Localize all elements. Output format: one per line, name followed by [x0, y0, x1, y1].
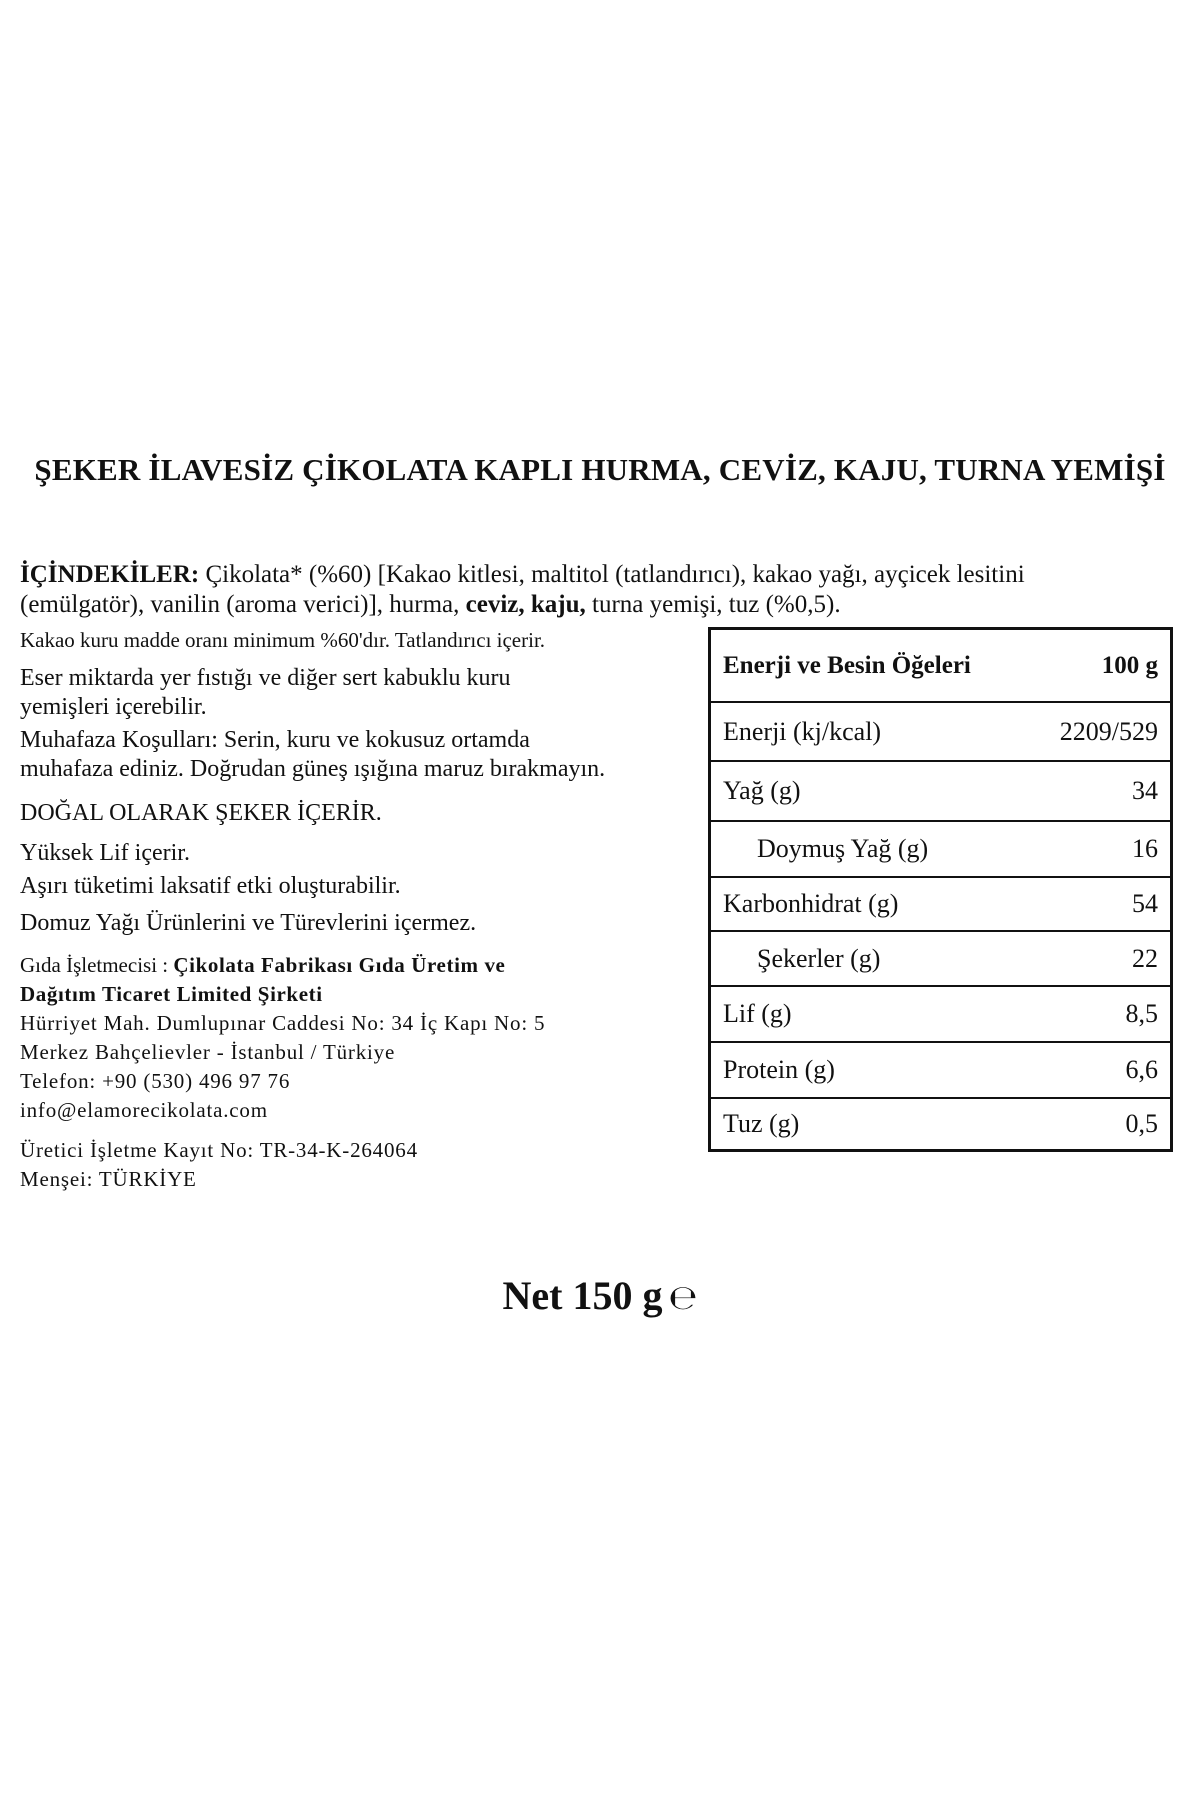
nutrition-label: Tuz (g): [723, 1109, 800, 1138]
natural-sugar-note: DOĞAL OLARAK ŞEKER İÇERİR.: [20, 800, 382, 826]
storage-note-line1: Muhafaza Koşulları: Serin, kuru ve kokusuz ortamda: [20, 727, 530, 753]
pork-note: Domuz Yağı Ürünlerini ve Türevlerini içermez.: [20, 910, 477, 936]
nutrition-header-value: 100 g: [1101, 651, 1158, 679]
nutrition-label: Protein (g): [723, 1055, 835, 1084]
ingredient-ceviz: ceviz,: [465, 591, 525, 618]
company-address-line2: Merkez Bahçelievler - İstanbul / Türkiye: [20, 1040, 396, 1064]
estimated-sign-icon: ℮: [668, 1278, 698, 1318]
company-label: Gıda İşletmecisi :: [20, 953, 174, 977]
nutrition-label: Yağ (g): [723, 776, 801, 805]
company-line2: [20, 982, 323, 1007]
nutrition-table: [708, 627, 1173, 1152]
company-name-part2: Dağıtım Ticaret Limited Şirketi: [20, 982, 323, 1006]
nutrition-label: Enerji (kj/kcal): [723, 716, 882, 746]
nutrition-header-label: Enerji ve Besin Öğeleri: [723, 651, 971, 679]
nutrition-value: 34: [1132, 776, 1158, 805]
nutrition-label: Karbonhidrat (g): [723, 889, 899, 918]
nutrition-row-fiber: [711, 987, 1170, 1043]
product-title: ŞEKER İLAVESİZ ÇİKOLATA KAPLI HURMA, CEVİZ, KAJU, TURNA YEMİŞİ: [34, 452, 1166, 487]
nutrition-label: Lif (g): [723, 999, 792, 1028]
nutrition-value: 6,6: [1125, 1055, 1158, 1084]
nutrition-value: 0,5: [1125, 1109, 1158, 1138]
company-email: info@elamorecikolata.com: [20, 1098, 268, 1122]
nutrition-row-sugars: [711, 932, 1170, 987]
ingredients-label: İÇİNDEKİLER:: [20, 561, 200, 588]
ingredient-kaju: kaju,: [530, 591, 586, 618]
company-name-part1: Çikolata Fabrikası Gıda Üretim ve: [173, 953, 506, 977]
ingredients-text-end: turna yemişi, tuz (%0,5).: [585, 591, 841, 618]
allergen-note-line2: yemişleri içerebilir.: [20, 694, 207, 720]
nutrition-row-saturated-fat: [711, 822, 1170, 878]
origin: Menşei: TÜRKİYE: [20, 1167, 197, 1191]
company-address-line1: Hürriyet Mah. Dumlupınar Caddesi No: 34 İç Kapı No: 5: [20, 1011, 546, 1035]
company-phone: Telefon: +90 (530) 496 97 76: [20, 1069, 291, 1093]
allergen-note-line1: Eser miktarda yer fıstığı ve diğer sert kabuklu kuru: [20, 665, 511, 691]
laxative-note: Aşırı tüketimi laksatif etki oluşturabilir.: [20, 873, 401, 899]
net-weight: [0, 1272, 1200, 1319]
company-line1: [20, 953, 505, 978]
nutrition-value: 54: [1132, 889, 1158, 918]
nutrition-value: 16: [1132, 834, 1158, 863]
nutrition-value: 8,5: [1125, 999, 1158, 1028]
nutrition-row-carbohydrate: [711, 878, 1170, 932]
nutrition-header-row: [711, 630, 1170, 703]
nutrition-value: 22: [1132, 943, 1158, 973]
registration-number: Üretici İşletme Kayıt No: TR-34-K-264064: [20, 1138, 418, 1162]
nutrition-row-fat: [711, 762, 1170, 822]
nutrition-value: 2209/529: [1059, 716, 1158, 746]
nutrition-label: Doymuş Yağ (g): [757, 834, 929, 863]
nutrition-label: Şekerler (g): [757, 943, 881, 973]
net-weight-text: Net 150 g: [502, 1273, 663, 1318]
fiber-note: Yüksek Lif içerir.: [20, 840, 190, 866]
nutrition-row-protein: [711, 1043, 1170, 1099]
cocoa-note: Kakao kuru madde oranı minimum %60'dır. Tatlandırıcı içerir.: [20, 628, 546, 652]
ingredients-paragraph: [20, 560, 1140, 620]
ingredients-text: Çikolata* (%60) [Kakao kitlesi, maltitol (tatlandırıcı), kakao yağı, ayçicek lesitini (emülgatör), vanilin (aroma verici)], hurma,: [20, 561, 1025, 618]
nutrition-row-energy: [711, 703, 1170, 762]
nutrition-row-salt: [711, 1099, 1170, 1149]
storage-note-line2: muhafaza ediniz. Doğrudan güneş ışığına maruz bırakmayın.: [20, 756, 606, 782]
